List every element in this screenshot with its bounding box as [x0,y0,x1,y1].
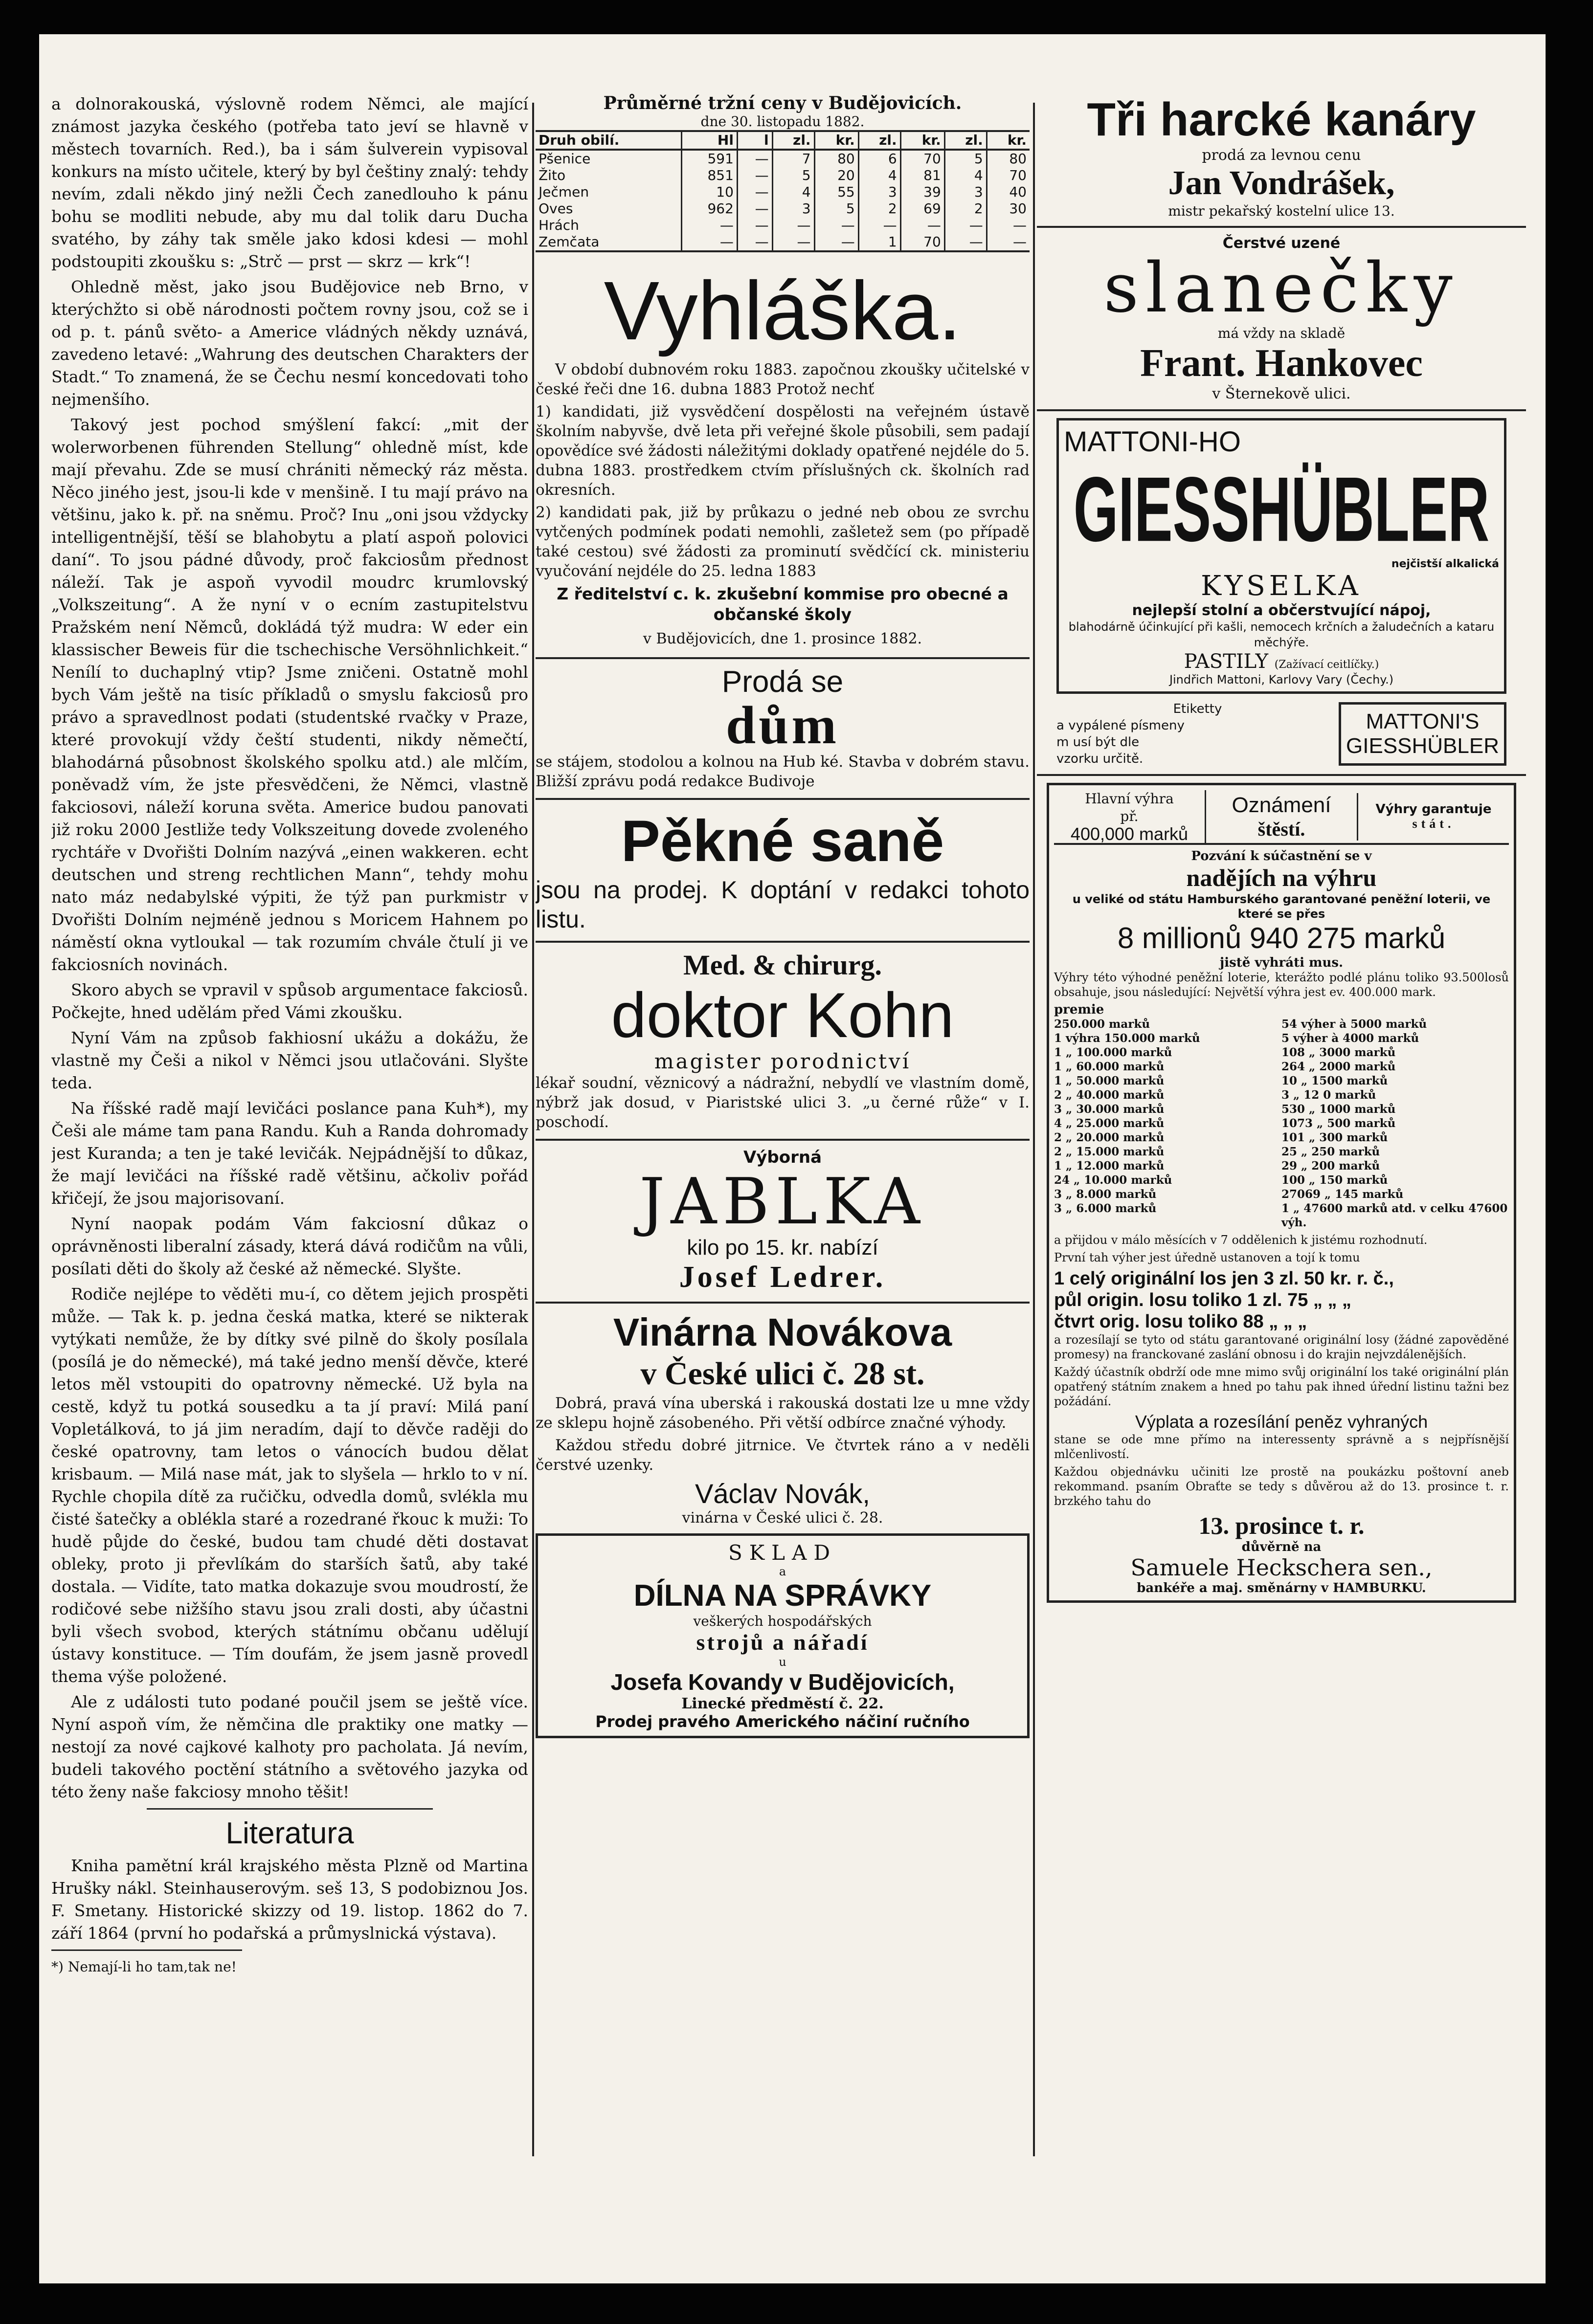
cell: — [772,217,814,234]
prize-row: 264 „ 2000 marků [1281,1060,1396,1073]
table-header-row [536,131,1030,150]
cell: 4 [944,167,987,184]
article-paragraph: Takový jest pochod smýšlení fakcí: „mit der wolerworbenen führenden Stellung“ ohledně míst, kde mají převahu. Zde se musí chrániti německý ráz města. Něco jiného jest, jsou-li kde v menšině. I tu mají právo na většinu, jako k. př. na sněmu. Proč? Inu „oni jsou vždycky intelligentnější, těší se blahobytu a platí aspoň polovici daní“. To jsou pádné důvody, proč fakciosům přednost náleží. Tak je aspoň vyvodil moudrc krumlovský „Volkszeitung“. A že nyní v o ecním zastupitelstvu Pražském není Němců, dokládá týž mudra: W eder ein klassischer Beweis für die tschechische Versöhnlichkeit.“ Nenílí to duchaplný vtip? Jsme zničeni. Ostatně mohl bych Vám ještě na tisíc příkladů o smyslu fakciosů pro právo a spravedlnost podati (studentské rvačky v Praze, které provokují vždy čeští studenti, nikdy němečtí, blahodárná působnost školského spolku atd.) ale mlčím, poněvadž vím, že jste přesvědčeni, že Němci, vlastně fakciosovi, náleží koruna světa. Americe budou panovati již roku 2000 Jestliže tedy Volkszeitung dovede zvoleného rychtáře v Dvořišti Dolním nazývá „einen wakkeren. echt deutschen und streng rechtlichen Mann“, tehdy mohu nato máz nedabylské výpiti, že týž pan purkmistr v Dvořišti Dolním nejméně jednou s Moricem Hahnem po náměstí okna vytloukal — tak rozumím chvále čtulí ji ve fakciosních novinách. [51,415,528,974]
cell: — [737,184,772,200]
prize-row: 1073 „ 500 marků [1281,1117,1396,1130]
lottery-h3: Výhry garantuje [1375,802,1492,817]
cell: 4 [772,184,814,200]
logo-text: GIESSHÜBLER [1073,458,1490,556]
lottery-header [1054,790,1509,845]
table-header: kr. [987,131,1030,150]
vinarna-street: v České ulici č. 28 st. [640,1356,925,1392]
column-rule [1033,103,1035,2156]
vyhlaska-intro: V období dubnovém roku 1883. započnou zkoušky učitelské v české řeči dne 16. dubna 1883 Protož nechť [536,361,1030,398]
cell: 69 [900,200,944,217]
cell: 70 [900,234,944,251]
prize-row: 5 výher à 4000 marků [1281,1032,1419,1045]
lottery-desc: Výhry této výhodné peněžní loterie, kterážto podlé plánu toliko 93.500losů obsahuje, jsou následující: Největší výhra jest ev. 400.000 mark. [1054,971,1509,999]
slanecky-line: Čerstvé uzené [1222,235,1341,252]
lottery-invite: Pozvání k súčastnění se v [1191,849,1372,863]
table-header: zl. [858,131,900,150]
cell: — [772,234,814,251]
cell: — [944,234,987,251]
jablka-text: kilo po 15. kr. nabízí [687,1236,878,1260]
lottery-date: 13. prosince t. r. [1198,1512,1365,1539]
prize-row: 1 „ 47600 marků atd. v celku 47600 výh. [1281,1202,1508,1229]
cell: Žito [538,167,566,183]
mattoni-ad [1056,418,1506,694]
kanary-title: Tři harcké kanáry [1087,93,1476,146]
etiketty-line: vzorku určitě. [1056,752,1144,766]
dum-word: dům [726,695,839,755]
lottery-hope: nadějích na výhru [1186,864,1377,891]
cell: 81 [900,167,944,184]
article-paragraph: Nyní naopak podám Vám fakciosní důkaz o oprávněnosti liberalní zásady, která dává rodičům na vůli, posílati děti do školy až české až německé. Slyšte. [51,1214,528,1278]
prices-title: Průměrné tržní ceny v Budějovicích. [603,93,962,113]
cell: 10 [681,184,737,200]
prize-row: 2 „ 40.000 marků [1054,1088,1165,1102]
cell: 5 [944,150,987,167]
vyhlaska-item: 1) kandidati, již vysvědčení dospělosti na veřejném ústavě školním nabyvše, dvě leta při veřejné škole působili, sem padají opovědíce své žádosti náležitými doklady opatřené nejdéle do 5. dubna 1883. prostředkem ctvím příslušných ck. školních rad okresních. [536,403,1030,499]
divider [536,657,1030,659]
sklad-ad [536,1533,1030,1738]
lottery-banker: Samuele Heckschera sen., [1130,1554,1433,1581]
lottery-h1c: 400,000 marků [1070,824,1189,844]
vyhlaska-place: v Budějovicích, dne 1. prosince 1882. [643,630,922,647]
jablka-title: JABLKA [639,1164,926,1239]
cell: — [814,217,858,234]
sklad-line: strojů a nářadí [696,1630,869,1655]
prize-row: 101 „ 300 marků [1281,1131,1388,1144]
cell: Hrách [538,217,579,233]
prize-row: 24 „ 10.000 marků [1054,1173,1172,1187]
column-rule [532,103,534,2156]
divider [536,1302,1030,1304]
sklad-line: veškerých hospodářských [693,1613,872,1629]
article-paragraph: a dolnorakouská, výslovně rodem Němci, ale mající známost jazyka českého (potřeba tato jeví se hlavně v městech tovarních. Red.), ba i sám šulverein vypisoval konkurs na místo učitele, který by byl češtiny znalý: tehdy nevím, zdali někdo jiný nežli Čech zanedlouho k pánu bohu se modliti nebude, aby mu dal tolik daru Ducha svatého, by záhy tak směle jako kdosi kdesi — mohl podstoupiti zkoušku s: „Strč — prst — skrz — krk“! [51,94,528,271]
table-header: zl. [772,131,814,150]
kanary-sub: mistr pekařský kostelní ulice 13. [1168,203,1395,219]
vinarna-title: Vinárna Novákova [613,1310,952,1354]
dum-line: Prodá se [721,665,844,699]
lottery-first: První tah výher jest úředně ustanoven a tojí k tomu [1054,1251,1360,1264]
literature-text: Kniha pamětní král krajského města Plzně od Martina Hrušky nákl. Steinhauserovým. seš 13, S podobiznou Jos. F. Smetany. Historické skizzy od 19. listop. 1862 do 7. září 1864 (první ho podařská a průmyslnická výstava). [51,1856,528,1943]
prize-row: 1 „ 100.000 marků [1054,1046,1172,1059]
prize-row: 3 „ 30.000 marků [1054,1103,1165,1116]
doctor-name: doktor Kohn [611,979,954,1051]
cell: — [944,217,987,234]
article-paragraph: Rodiče nejlépe to věděti mu-í, co dětem jejich prospěti může. — Tak k. p. jedna česká matka, které se nikterak vytýkati nemůže, že by dítky své pilně do školy posílala (posílá je do německé), má také jedno menší děvče, které letos měl vstoupiti do opatrovny německé. Už byla na cestě, když tu potká sousedku a ta jí praví: Milá paní Vopletálková, to já jim neradím, dají to děvče raději do české opatrovny, tam letos o vánocích budou dělat krisbaum. — Milá nase mát, jak to slyšela — hrklo to v ní. Rychle chopila dítě za ručičku, odvedla domů, svlékla mu čisté šatečky a oblékla staré a rozedrané řkouc k muži: To hudě půjde do české, budou tam chudé děti dostavat obleky, proto ji převlíkám do starších šatů, aby také dostala. — Vidíte, tato matka dokazuje svou moudrostí, že rodičové sebe nižšího stavu jsou zrali dosti, aby účastni byli všech svobod, kterých státnímu občanu udělují ústavy konstituce. — Tím doufám, že jsem jasně provedl thema výše položené. [51,1284,528,1686]
vyhlaska-signature: Z ředitelství c. k. zkušební kommise pro obecné a občanské školy [557,584,1009,624]
prize-row: 10 „ 1500 marků [1281,1074,1388,1087]
kanary-name: Jan Vondrášek, [1168,164,1395,202]
sklad-and: u [779,1655,786,1669]
cell: 6 [858,150,900,167]
cell: — [987,217,1030,234]
prize-row: 2 „ 20.000 marků [1054,1131,1165,1144]
mattoni-label [1339,702,1506,766]
lottery-payout: Výplata a rozesílání peněz vyhraných [1135,1412,1428,1432]
cell: Oves [538,200,573,217]
mattoni-kyselka: KYSELKA [1201,570,1362,602]
prices-table [536,130,1030,252]
mattoni-signature: Jindřich Mattoni, Karlovy Vary (Čechy.) [1169,673,1394,686]
label-line: MATTONI'S [1366,709,1480,733]
lottery-trust: důvěrně na [1241,1540,1322,1554]
etiketty-line: a vypálené písmeny [1056,718,1185,733]
prize-row: 3 „ 12 0 marků [1281,1088,1376,1102]
cell: 30 [987,200,1030,217]
article-paragraph: Ohledně měst, jako jsou Budějovice neb Brno, v kterýchžto si obě národnosti počtem rovny jsou, což se i od p. t. pánů světo- a Americe vládných někdy uznává, zavedeno letavé: „Wahrung des deutschen Charakters der Stadt.“ To znamená, že se Čechu nesmí koncedovati toho nejmenšího. [51,277,528,409]
table-header: kr. [814,131,858,150]
lottery-premie: premie [1054,1002,1104,1017]
cell: — [737,234,772,251]
article-paragraph: Skoro abych se vpravil v spůsob argumentace fakciosů. Počkejte, hned udělám před Vámi zkoušku. [51,980,528,1022]
divider [147,1808,433,1810]
article-paragraph: Na říšské radě mají levičáci poslance pana Kuh*), my Češi ale máme tam pana Randu. Kuh a Randa dohromady jest Kuranda; a ten je také levičák. Nejpádnější to důkaz, že mají levičáci na říšské radě většinu, ačkoliv pořád křičejí, že jsou majorisovaní. [51,1099,528,1208]
kanary-line: prodá za levnou cenu [1202,147,1361,164]
slanecky-title: slanečky [1103,248,1459,328]
prize-row: 2 „ 15.000 marků [1054,1145,1165,1158]
table-row [536,234,1030,251]
mattoni-pastily-note: (Zažívací ceitlíčky.) [1274,659,1379,671]
prize-row: 108 „ 3000 marků [1281,1046,1396,1059]
table-header: kr. [900,131,944,150]
cell: 40 [987,184,1030,200]
cell: 39 [900,184,944,200]
vinarna-address: vinárna v České ulici č. 28. [682,1509,883,1527]
cell: — [987,234,1030,251]
prices-date: dne 30. listopadu 1882. [700,113,865,130]
prize-row: 3 „ 6.000 marků [1054,1202,1157,1215]
sklad-last: Prodej pravého Amerického náčiní ručního [595,1712,970,1731]
doctor-text: lékař soudní, věznicový a nádražní, nebydlí ve vlastním domě, nýbrž jak dosud, v Piaristské ulici 3. „u černé růže“ v I. poschodí. [536,1074,1030,1131]
mattoni-pastily: PASTILY [1184,650,1269,673]
lottery-h1b: př. [1120,808,1139,824]
table-row [536,217,1030,234]
lottery-los: 1 celý originální los jen 3 zl. 50 kr. r. č., [1054,1268,1394,1289]
table-row [536,200,1030,217]
sklad-title: SKLAD [728,1541,837,1565]
literature-heading: Literatura [225,1816,354,1850]
prize-row: 54 výher à 5000 marků [1281,1018,1427,1031]
prize-row: 29 „ 200 marků [1281,1159,1380,1173]
ads-column [1037,93,1526,2195]
lottery-banker-sub: bankéře a maj. směnárny v HAMBURKU. [1137,1581,1426,1595]
table-row [536,150,1030,167]
cell: — [737,217,772,234]
vyhlaska-title: Vyhláška. [604,265,962,357]
divider [536,798,1030,800]
cell: 1 [858,234,900,251]
cell: — [858,217,900,234]
table-header: Hl [681,131,737,150]
divider [51,1949,242,1951]
cell: 80 [814,150,858,167]
mattoni-line: nejlepší stolní a občerstvující nápoj, [1132,602,1431,619]
cell: 3 [772,200,814,217]
cell: — [814,234,858,251]
sane-text: jsou na prodej. K doptání v redakci tohoto listu. [536,876,1030,933]
cell: 55 [814,184,858,200]
prize-row: 1 „ 60.000 marků [1054,1060,1165,1073]
sklad-title2: DÍLNA NA SPRÁVKY [633,1579,932,1613]
cell: 70 [900,150,944,167]
vinarna-text: Každou středu dobré jitrnice. Ve čtvrtek ráno a v neděli čerstvé uzenky. [536,1437,1030,1474]
table-header: zl. [944,131,987,150]
vyhlaska-item: 2) kandidati pak, již by průkazu o jedné neb obou ze svrchu vytčených podmínek podati nemohli, zašletež sem (po případě také cestou) své žádosti za prominutí svědčící ck. ministeriu vyučování nejdéle do 25. ledna 1883 [536,504,1030,580]
prize-row: 100 „ 150 marků [1281,1173,1388,1187]
lottery-big: u veliké od státu Hamburského garantované peněžní loterii, ve které se přes [1072,892,1491,921]
prize-row: 1 „ 12.000 marků [1054,1159,1165,1173]
cell: 3 [944,184,987,200]
article-column [51,93,528,2220]
cell: 962 [681,200,737,217]
cell: 2 [858,200,900,217]
divider [1037,774,1526,776]
giesshubler-logo [1064,458,1499,556]
sklad-and: a [779,1565,786,1578]
table-row [536,184,1030,200]
cell: — [737,150,772,167]
prize-row: 3 „ 8.000 marků [1054,1188,1157,1201]
middle-column [536,93,1030,2220]
mattoni-note: nejčistší alkalická [1391,558,1499,570]
etiketty-row [1056,701,1506,767]
cell: — [681,217,737,234]
prize-row: 27069 „ 145 marků [1281,1188,1404,1201]
divider [536,1139,1030,1141]
cell: Ječmen [538,184,589,200]
cell: Zemčata [536,234,681,251]
cell: Pšenice [538,151,591,167]
doctor-line: Med. & chirurg. [683,949,882,981]
prize-table [1054,1017,1509,1230]
cell: 5 [814,200,858,217]
label-line: GIESSHÜBLER [1346,734,1499,758]
footnote: *) Nemají-li ho tam,tak ne! [51,1959,237,1975]
prize-row: 250.000 marků [1054,1018,1150,1031]
sklad-owner: Josefa Kovandy v Budějovicích, [610,1669,955,1695]
lottery-h1: Hlavní výhra [1085,791,1174,807]
cell: 80 [987,150,1030,167]
mattoni-line: blahodárně účinkující při kašli, nemocech krčních a žaludečních a kataru měchýře. [1068,620,1495,649]
mattoni-brand: MATTONI-HO [1064,426,1241,458]
vinarna-owner: Václav Novák, [695,1478,870,1509]
prize-row: 25 „ 250 marků [1281,1145,1380,1158]
dum-text: se stájem, stodolou a kolnou na Hub ké. Stavba v dobrém stavu. Bližší zprávu podá redakce Budivoje [536,753,1030,790]
jablka-line: Výborná [743,1148,822,1167]
lottery-h2: Oznámení [1232,793,1331,817]
cell: 3 [858,184,900,200]
prize-row: 530 „ 1000 marků [1281,1103,1396,1116]
lottery-million: 8 millionů 940 275 marků [1117,922,1446,954]
slanecky-name: Frant. Hankovec [1140,342,1423,385]
prize-row: 1 výhra 150.000 marků [1054,1032,1200,1045]
cell: 4 [858,167,900,184]
etiketty-line: m usí být dle [1056,735,1140,750]
sklad-street: Linecké předměstí č. 22. [681,1695,884,1712]
divider [1037,409,1526,411]
table-header: Druh obilí. [536,131,681,150]
article-paragraph: Ale z události tuto podané poučil jsem se ještě více. Nyní aspoň vím, že němčina dle praktiky one matky — nestojí za nové cajkové kalhoty pro pacholata. Já nevím, budeli takového poctění státního a světového jazyka od této ženy naše fakciosy mnoho těšit! [51,1692,528,1801]
cell: 591 [681,150,737,167]
prize-row: 1 „ 50.000 marků [1054,1074,1165,1087]
cell: 5 [772,167,814,184]
cell: 2 [944,200,987,217]
lottery-h3b: stát. [1412,817,1455,831]
slanecky-sub: v Šternekově ulici. [1212,385,1351,402]
lottery-ad [1047,783,1516,1603]
lottery-million-sub: jistě vyhráti mus. [1219,955,1344,970]
lottery-text: stane se ode mne přímo na interessenty správně a s nejpřísnější mlčenlivostí. [1054,1433,1509,1461]
jablka-seller: Josef Ledrer. [679,1261,886,1294]
lottery-text: Každý účastník obdrží ode mne mimo svůj originální los také originální plán opatřený státním znakem a hned po tahu pak ihned úřední listinu tažni bez požádání. [1054,1365,1509,1408]
lottery-text: a rozesílají se tyto od státu garantované originální losy (žádné zapověděné promesy) na franckované zaslání obnosu i do krajin nejvzdálenějších. [1054,1333,1509,1361]
lottery-los: půl origin. losu toliko 1 zl. 75 „ „ „ [1054,1290,1352,1310]
divider [1037,226,1526,228]
cell: 7 [772,150,814,167]
cell: 70 [987,167,1030,184]
lottery-h2b: štěstí. [1257,818,1305,840]
slanecky-line: má vždy na skladě [1217,325,1346,341]
article-paragraph: Nyní Vám na způsob fakhiosní ukážu a dokážu, že vlastně my Češi a nikol v Němci jsou utlačováni. Slyšte teda. [51,1028,528,1092]
vinarna-text: Dobrá, pravá vína uberská i rakouská dostati lze u mne vždy ze sklepu hojně zásobeného. Při větší odbírce značné výhody. [536,1394,1030,1432]
sane-title: Pěkné saně [621,808,944,874]
doctor-title: magister porodnictví [654,1049,911,1073]
lottery-draw: a přijdou v málo měsících v 7 oddělenich k jistému rozhodnutí. [1054,1233,1428,1247]
cell: 851 [681,167,737,184]
cell: 20 [814,167,858,184]
newspaper-page [39,34,1546,2283]
lottery-los: čtvrt orig. losu toliko 88 „ „ „ [1054,1311,1307,1332]
etiketty-line: Etiketty [1173,702,1222,716]
cell: — [681,234,737,251]
cell: — [737,200,772,217]
table-row [536,167,1030,184]
cell: — [737,167,772,184]
divider [536,941,1030,943]
lottery-text: Každou objednávku učiniti lze prostě na poukázku poštovní aneb rekommand. psaním Obraťte se tedy s důvěrou až do 13. prosince t. r. brzkého tahu do [1054,1465,1509,1508]
cell: — [900,217,944,234]
prize-row: 4 „ 25.000 marků [1054,1117,1165,1130]
table-header: l [737,131,772,150]
